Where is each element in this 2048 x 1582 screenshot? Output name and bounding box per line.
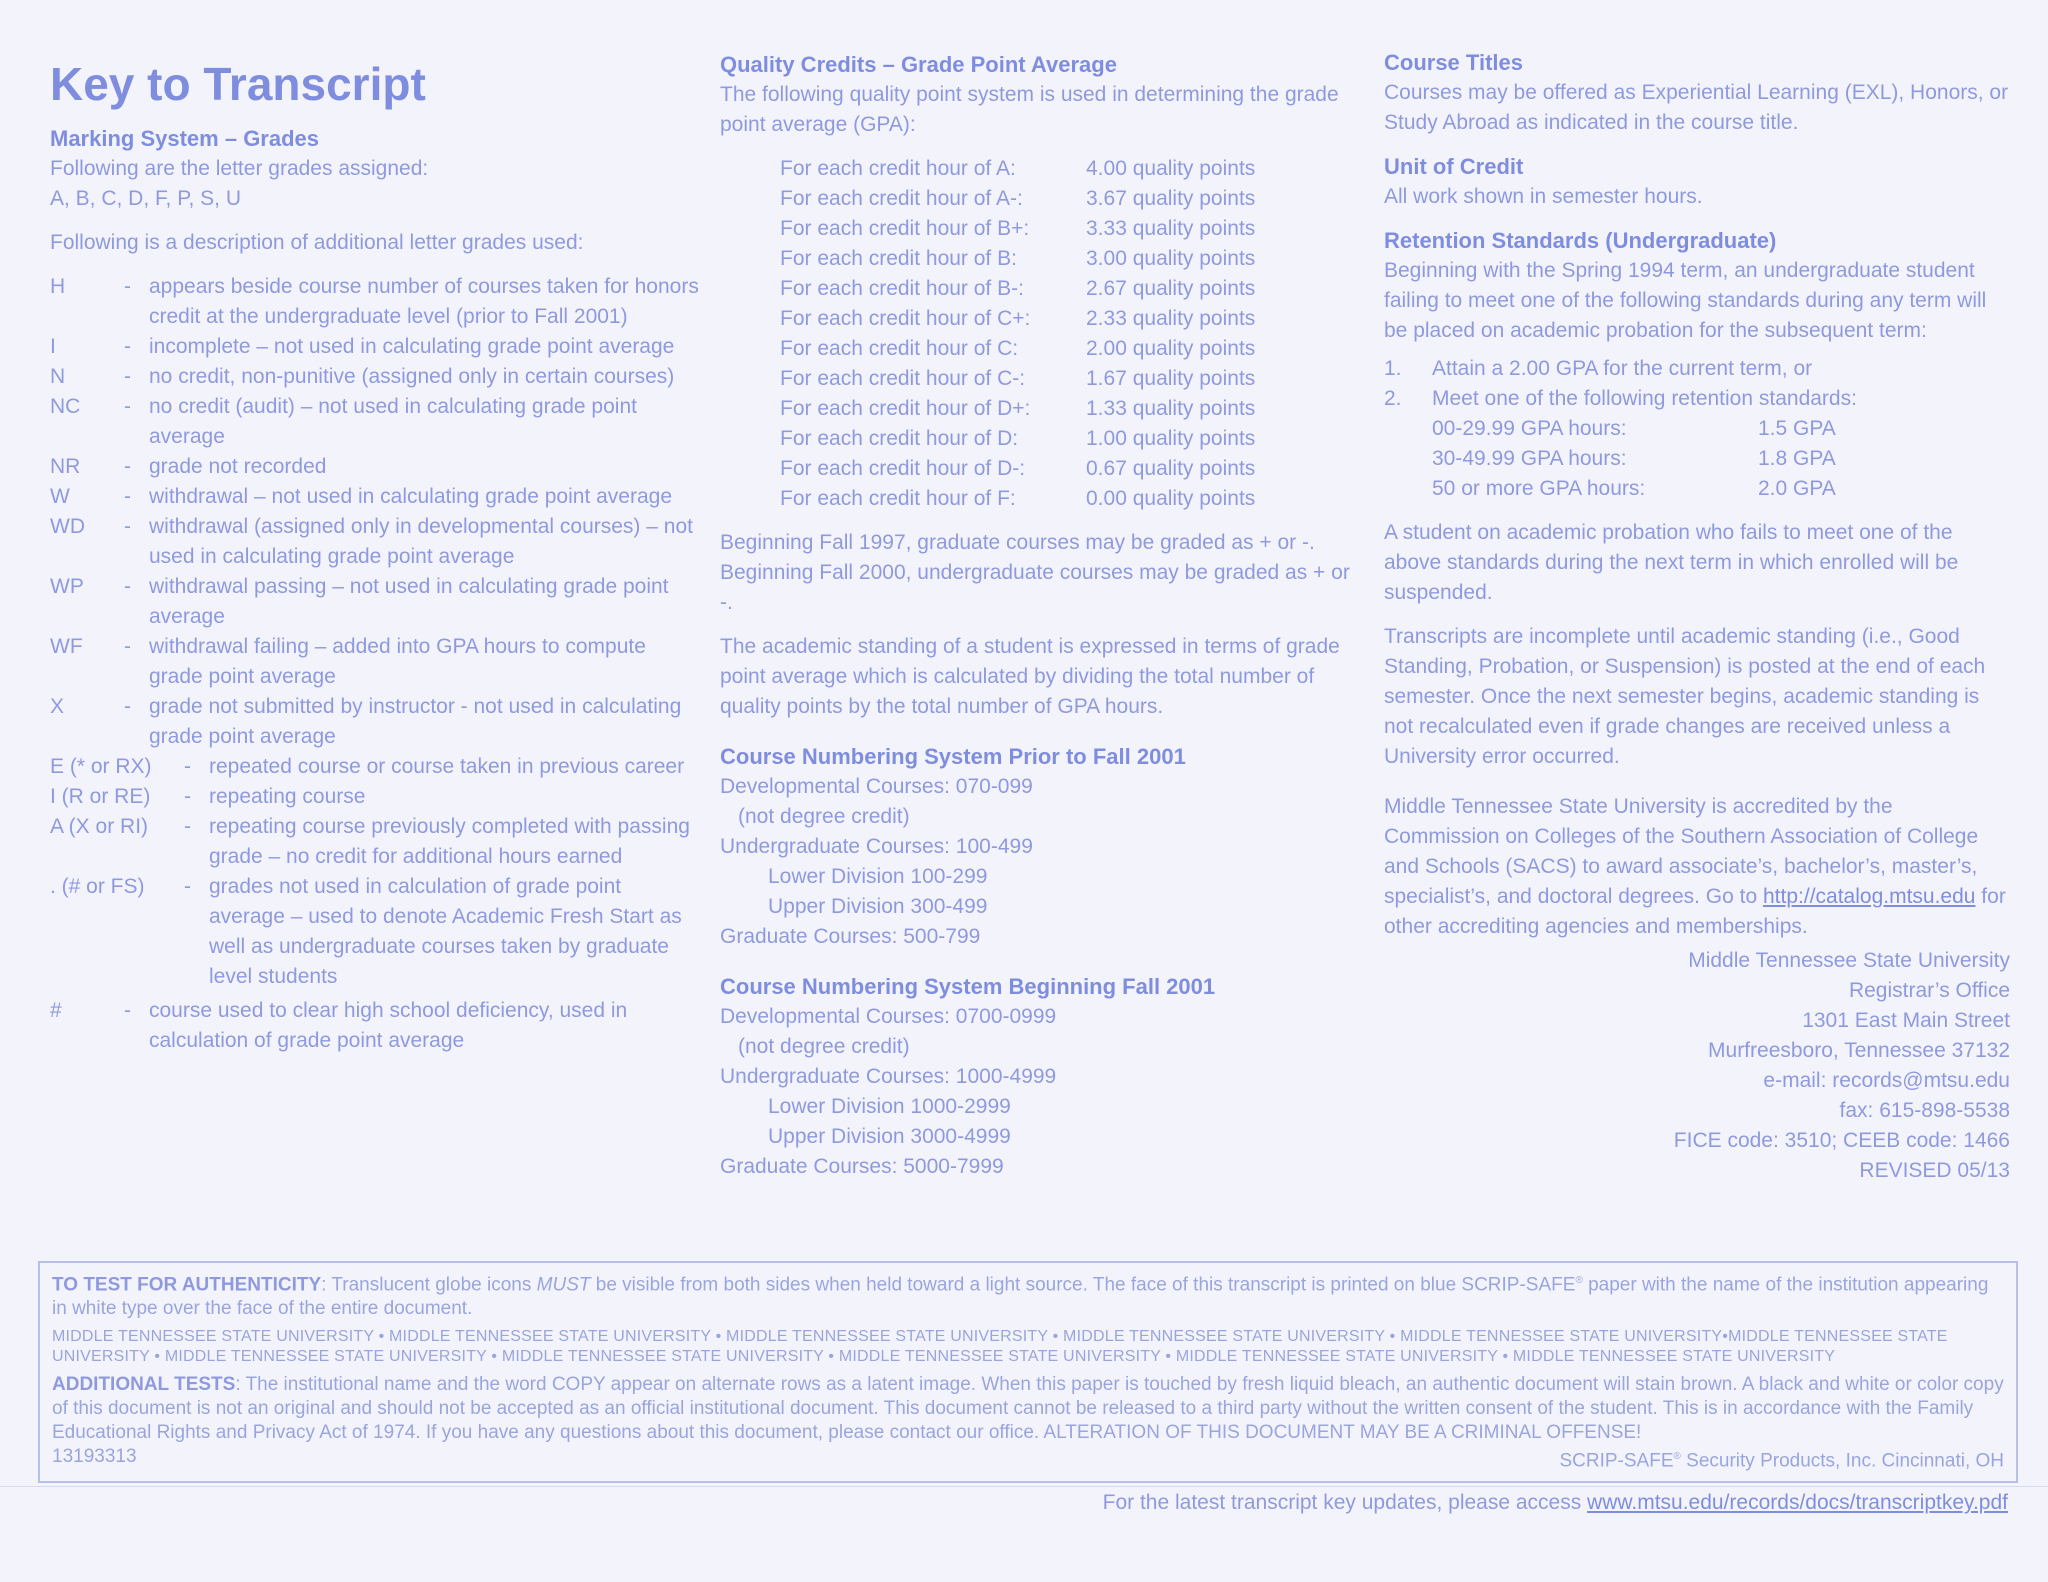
grade-code: X <box>50 695 65 718</box>
quality-points-row <box>780 184 1360 214</box>
retention-standards <box>1384 414 2010 504</box>
column-retention <box>1384 48 2010 1186</box>
authenticity-reg: ® <box>1575 1275 1583 1286</box>
grade-row <box>50 452 700 482</box>
unit-credit-heading: Unit of Credit <box>1384 154 1524 179</box>
grade-code: WD <box>50 515 85 538</box>
grade-desc: grade not recorded <box>149 455 327 478</box>
grade-dash: - <box>124 515 131 538</box>
qp-label: For each credit hour of B: <box>780 247 1017 270</box>
retention-standard-label: 30-49.99 GPA hours: <box>1432 447 1627 470</box>
grade-desc: no credit, non-punitive (assigned only in certain courses) <box>149 365 675 388</box>
qp-label: For each credit hour of C: <box>780 337 1019 360</box>
grade-dash: - <box>124 575 131 598</box>
serial-number: 13193313 <box>52 1446 137 1468</box>
grade-row <box>50 392 700 452</box>
authenticity-box <box>38 1261 2018 1483</box>
accreditation-after: for other accrediting agencies and memberships. <box>1384 885 2006 938</box>
authenticity-must: MUST <box>536 1274 591 1296</box>
numbering-2001-dev-note: (not degree credit) <box>738 1035 910 1058</box>
retention-standard <box>1384 414 2010 444</box>
grade-dash: - <box>124 695 131 718</box>
quality-points-row <box>780 334 1360 364</box>
authenticity-text-c: paper with the name of the institution appearing in white type over the face of the entire document. <box>52 1274 1989 1320</box>
marking-intro: Following are the letter grades assigned: <box>50 157 429 180</box>
retention-standard <box>1384 444 2010 474</box>
address-line: Murfreesboro, Tennessee 37132 <box>1708 1039 2010 1062</box>
retention-standard-value: 1.8 GPA <box>1758 447 1836 470</box>
grade-code: E (* or RX) <box>50 755 152 778</box>
address-line: Middle Tennessee State University <box>1688 949 2010 972</box>
grade-row <box>50 512 700 572</box>
retention-standard-value: 1.5 GPA <box>1758 417 1836 440</box>
grade-dash: - <box>184 755 191 778</box>
grade-dash: - <box>124 395 131 418</box>
qp-value: 2.00 quality points <box>1086 337 1256 360</box>
qp-value: 1.67 quality points <box>1086 367 1256 390</box>
grade-list <box>50 272 700 752</box>
grade-code: N <box>50 365 66 388</box>
grade-row <box>50 632 700 692</box>
authenticity-label: TO TEST FOR AUTHENTICITY <box>52 1274 322 1296</box>
quality-points-row <box>780 154 1360 184</box>
grade-code: W <box>50 485 70 508</box>
grade-code: I (R or RE) <box>50 785 151 808</box>
address-line: fax: 615-898-5538 <box>1839 1099 2010 1122</box>
retention-item-number: 1. <box>1384 357 1402 380</box>
additional-tests-body: : The institutional name and the word COPY appear on alternate rows as a latent image. When this paper is touched by fresh liquid bleach, an authentic document will stain brown. A black and white or color copy of this document is not an original and should not be accepted as an official institutional document. This document cannot be released to a third party without the written consent of the student. This is in accordance with the Family Educational Rights and Privacy Act of 1974. If you have any questions about this document, please contact our office. ALTERATION OF THIS DOCUMENT MAY BE A CRIMINAL OFFENSE! <box>52 1374 2004 1444</box>
address-line: FICE code: 3510; CEEB code: 1466 <box>1673 1129 2010 1152</box>
numbering-2001-dev: Developmental Courses: 0700-0999 <box>720 1005 1057 1028</box>
authenticity-text-a: : Translucent globe icons <box>321 1274 537 1296</box>
additional-tests-label: ADDITIONAL TESTS <box>52 1374 236 1396</box>
unit-credit-text: All work shown in semester hours. <box>1384 185 1703 208</box>
retention-item-text: Attain a 2.00 GPA for the current term, or <box>1432 357 1813 380</box>
grade-desc: repeating course <box>209 785 366 808</box>
numbering-prior-dev: Developmental Courses: 070-099 <box>720 775 1033 798</box>
qp-label: For each credit hour of D+: <box>780 397 1031 420</box>
quality-points-row <box>780 424 1360 454</box>
grade-row <box>50 482 700 512</box>
quality-points-row <box>780 214 1360 244</box>
grade-code: WP <box>50 575 84 598</box>
grade-desc: course used to clear high school deficiency, used in calculation of grade point average <box>149 999 628 1052</box>
quality-points-row <box>780 244 1360 274</box>
qp-value: 3.00 quality points <box>1086 247 1256 270</box>
qp-label: For each credit hour of A-: <box>780 187 1023 210</box>
grade-dash: - <box>124 335 131 358</box>
course-titles-text: Courses may be offered as Experiential Learning (EXL), Honors, or Study Abroad as indicated in the course title. <box>1384 81 2009 134</box>
footer-updates <box>1103 1488 2008 1518</box>
transcript-key-link[interactable]: www.mtsu.edu/records/docs/transcriptkey.pdf <box>1587 1491 2008 1514</box>
retention-standard <box>1384 474 2010 504</box>
grade-dash: - <box>184 785 191 808</box>
grade-code: H <box>50 275 66 298</box>
numbering-2001-grad: Graduate Courses: 5000-7999 <box>720 1155 1004 1178</box>
grade-row <box>50 692 700 752</box>
vendor-reg: ® <box>1673 1451 1681 1463</box>
grade-dash: - <box>124 635 131 658</box>
retention-item-number: 2. <box>1384 387 1402 410</box>
retention-item-text: Meet one of the following retention standards: <box>1432 387 1857 410</box>
grade-dash: - <box>124 455 131 478</box>
academic-standing-note: The academic standing of a student is expressed in terms of grade point average which is calculated by dividing the total number of quality points by the total number of GPA hours. <box>720 635 1340 718</box>
retention-item <box>1384 384 2010 414</box>
qp-label: For each credit hour of B-: <box>780 277 1024 300</box>
qp-value: 0.67 quality points <box>1086 457 1256 480</box>
numbering-prior-heading: Course Numbering System Prior to Fall 2001 <box>720 744 1186 769</box>
address-line: Registrar’s Office <box>1848 979 2010 1002</box>
numbering-prior-upper: Upper Division 300-499 <box>768 895 988 918</box>
numbering-2001-lower: Lower Division 1000-2999 <box>768 1095 1011 1118</box>
retention-intro: Beginning with the Spring 1994 term, an undergraduate student failing to meet one of the following standards during any term will be placed on academic probation for the subsequent term: <box>1384 259 1987 342</box>
quality-points-row <box>780 364 1360 394</box>
grade-code: A (X or RI) <box>50 815 149 838</box>
grade-row <box>50 572 700 632</box>
grade-desc: withdrawal – not used in calculating grade point average <box>149 485 673 508</box>
incomplete-note: Transcripts are incomplete until academic standing (i.e., Good Standing, Probation, or Suspension) is posted at the end of each semester. Once the next semester begins, academic standing is not recalculated even if grade changes are received unless a University error occurred. <box>1384 625 1986 768</box>
qp-label: For each credit hour of F: <box>780 487 1016 510</box>
quality-points-row <box>780 454 1360 484</box>
grade-code: # <box>50 999 62 1022</box>
grade-desc: grades not used in calculation of grade point average – used to denote Academic Fresh Start as well as undergraduate courses taken by graduate level students <box>209 875 682 988</box>
accreditation-text <box>1384 792 2010 942</box>
grade-desc: repeating course previously completed with passing grade – no credit for additional hours earned <box>209 815 690 868</box>
qp-label: For each credit hour of B+: <box>780 217 1030 240</box>
grade-list-wide <box>50 752 700 992</box>
qp-value: 1.33 quality points <box>1086 397 1256 420</box>
grade-desc: repeated course or course taken in previous career <box>209 755 685 778</box>
grade-desc: grade not submitted by instructor - not used in calculating grade point average <box>149 695 682 748</box>
additional-tests-text <box>52 1373 2004 1445</box>
grade-desc: withdrawal failing – added into GPA hours to compute grade point average <box>149 635 646 688</box>
retention-standard-label: 00-29.99 GPA hours: <box>1432 417 1627 440</box>
grade-desc: no credit (audit) – not used in calculating grade point average <box>149 395 637 448</box>
qp-label: For each credit hour of A: <box>780 157 1016 180</box>
qp-label: For each credit hour of D-: <box>780 457 1026 480</box>
numbering-2001-upper: Upper Division 3000-4999 <box>768 1125 1011 1148</box>
grade-row <box>50 812 700 872</box>
marking-heading: Marking System – Grades <box>50 126 320 151</box>
grade-dash: - <box>124 999 131 1022</box>
grade-dash: - <box>184 875 191 898</box>
numbering-prior-lower: Lower Division 100-299 <box>768 865 988 888</box>
authenticity-footer <box>52 1445 2004 1473</box>
additional-grades-intro: Following is a description of additional letter grades used: <box>50 231 584 254</box>
qp-label: For each credit hour of C-: <box>780 367 1026 390</box>
accreditation-before: Middle Tennessee State University is accredited by the Commission on Colleges of the Southern Association of College and Schools (SACS) to award associate’s, bachelor’s, master’s, specialist’s, and doctoral degrees. Go to <box>1384 795 1979 908</box>
probation-note: A student on academic probation who fails to meet one of the above standards during the next term in which enrolled will be suspended. <box>1384 521 1959 604</box>
numbering-prior-grad: Graduate Courses: 500-799 <box>720 925 981 948</box>
registrar-address <box>1384 946 2010 1186</box>
grade-desc: withdrawal (assigned only in developmental courses) – not used in calculating grade point average <box>149 515 693 568</box>
column-quality-credits <box>720 50 1360 1182</box>
grade-row <box>50 782 700 812</box>
grade-dash: - <box>124 365 131 388</box>
numbering-2001-heading: Course Numbering System Beginning Fall 2001 <box>720 974 1216 999</box>
quality-points-row <box>780 484 1360 514</box>
quality-points-table <box>780 154 1360 514</box>
grade-desc: withdrawal passing – not used in calculating grade point average <box>149 575 669 628</box>
grade-dash: - <box>124 485 131 508</box>
grade-desc: incomplete – not used in calculating grade point average <box>149 335 675 358</box>
quality-heading: Quality Credits – Grade Point Average <box>720 52 1117 77</box>
course-titles-heading: Course Titles <box>1384 50 1523 75</box>
footer-text: For the latest transcript key updates, please access <box>1102 1491 1588 1514</box>
grade-row-hash <box>50 996 700 1056</box>
qp-label: For each credit hour of D: <box>780 427 1019 450</box>
footer-divider <box>0 1486 2048 1487</box>
vendor-location: Security Products, Inc. Cincinnati, OH <box>1680 1450 2004 1472</box>
numbering-2001-undergrad: Undergraduate Courses: 1000-4999 <box>720 1065 1057 1088</box>
qp-value: 2.67 quality points <box>1086 277 1256 300</box>
retention-item <box>1384 354 2010 384</box>
authenticity-text-b: be visible from both sides when held toward a light source. The face of this transcript is printed on blue SCRIP-SAFE <box>590 1274 1576 1296</box>
university-name-repeat: MIDDLE TENNESSEE STATE UNIVERSITY • MIDDLE TENNESSEE STATE UNIVERSITY • MIDDLE TENNESSEE STATE UNIVERSITY • MIDDLE TENNESSEE STATE UNIVERSITY • MIDDLE TENNESSEE STATE UNIVERSITY•MIDDLE TENNESSEE STATE UNIVERSITY • MIDDLE TENNESSEE STATE UNIVERSITY • MIDDLE TENNESSEE STATE UNIVERSITY • MIDDLE TENNESSEE STATE UNIVERSITY • MIDDLE TENNESSEE STATE UNIVERSITY • MIDDLE TENNESSEE STATE UNIVERSITY <box>52 1328 1948 1366</box>
grade-code: WF <box>50 635 83 658</box>
numbering-prior-dev-note: (not degree credit) <box>738 805 910 828</box>
qp-value: 4.00 quality points <box>1086 157 1256 180</box>
qp-label: For each credit hour of C+: <box>780 307 1031 330</box>
grade-row <box>50 272 700 332</box>
grade-row <box>50 332 700 362</box>
quality-points-row <box>780 274 1360 304</box>
grade-row <box>50 752 700 782</box>
quality-points-row <box>780 304 1360 334</box>
qp-value: 2.33 quality points <box>1086 307 1256 330</box>
qp-value: 0.00 quality points <box>1086 487 1256 510</box>
address-line: 1301 East Main Street <box>1802 1009 2010 1032</box>
retention-items <box>1384 354 2010 414</box>
quality-intro: The following quality point system is used in determining the grade point average (GPA): <box>720 83 1339 136</box>
vendor-line <box>1559 1445 2004 1473</box>
grade-desc: appears beside course number of courses taken for honors credit at the undergraduate level (prior to Fall 2001) <box>149 275 699 328</box>
vendor-name: SCRIP-SAFE <box>1559 1450 1674 1472</box>
address-line: REVISED 05/13 <box>1859 1159 2010 1182</box>
qp-value: 1.00 quality points <box>1086 427 1256 450</box>
catalog-link[interactable]: http://catalog.mtsu.edu <box>1763 885 1976 908</box>
grade-code: NR <box>50 455 81 478</box>
retention-heading: Retention Standards (Undergraduate) <box>1384 228 1777 253</box>
grade-code: I <box>50 335 56 358</box>
grad-plus-minus-note: Beginning Fall 1997, graduate courses may be graded as + or -. Beginning Fall 2000, undergraduate courses may be graded as + or -. <box>720 531 1350 614</box>
qp-value: 3.67 quality points <box>1086 187 1256 210</box>
grade-dash: - <box>124 275 131 298</box>
qp-value: 3.33 quality points <box>1086 217 1256 240</box>
grade-code: NC <box>50 395 81 418</box>
grade-row <box>50 362 700 392</box>
page-title: Key to Transcript <box>50 58 426 110</box>
column-marking-system <box>50 52 700 1056</box>
retention-standard-value: 2.0 GPA <box>1758 477 1836 500</box>
numbering-prior-undergrad: Undergraduate Courses: 100-499 <box>720 835 1033 858</box>
grade-dash: - <box>184 815 191 838</box>
address-line: e-mail: records@mtsu.edu <box>1763 1069 2010 1092</box>
marking-letters: A, B, C, D, F, P, S, U <box>50 187 241 210</box>
authenticity-text <box>52 1269 2004 1321</box>
retention-standard-label: 50 or more GPA hours: <box>1432 477 1646 500</box>
grade-code: . (# or FS) <box>50 875 145 898</box>
quality-points-row <box>780 394 1360 424</box>
grade-row <box>50 872 700 992</box>
